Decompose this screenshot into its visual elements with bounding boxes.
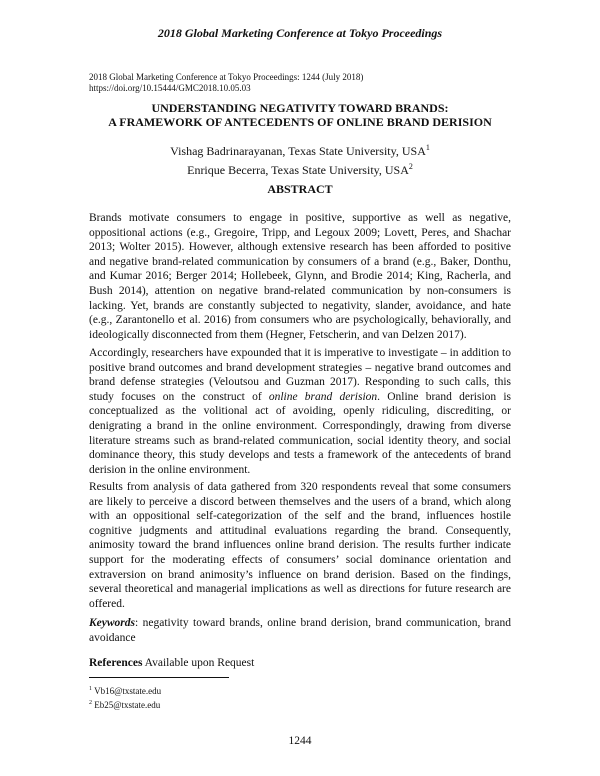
keywords-label: Keywords xyxy=(89,617,135,629)
page-number: 1244 xyxy=(288,735,312,747)
footnote-divider xyxy=(89,677,229,678)
author-1-name: Vishag Badrinarayanan, Texas State University, USA xyxy=(170,144,426,158)
abstract-paragraph-2 xyxy=(89,346,511,477)
keywords-text: : negativity toward brands, online brand derision, brand communication, brand avoidance xyxy=(89,617,511,644)
footnote-2-mark: 2 xyxy=(89,700,92,706)
paragraph-2-text-end: . Online brand derision is conceptualized as the volitional act of avoiding, openly ridiculing, discrediting, or denigrating a brand in the online environment. Correspondingly, drawing from diverse literature streams such as brand-related communication, social identity theory, and social dominance theory, this study develops and tests a framework of the antecedents of brand derision in the online environment. xyxy=(89,390,511,476)
abstract-paragraph-1: Brands motivate consumers to engage in positive, supportive as well as negative, oppositional actions (e.g., Gregoire, Tripp, and Legoux 2009; Lovett, Peres, and Shachar 2013; Wolter 2015). However, although extensive research has been afforded to positive and negative brand-related communication by consumers of a brand (e.g., Baker, Donthu, and Kumar 2016; Berger 2014; Hollebeek, Glynn, and Brodie 2014; King, Racherla, and Bush 2014), attention on negative brand-related communication by non-consumers is lacking. Yet, brands are constantly subjected to negativity, slander, avoidance, and hate (e.g., Zarantonello et al. 2016) from consumers who are psychologically, behaviorally, and ideologically disconnected from them (Hegner, Fetscherin, and van Delzen 2017). xyxy=(89,212,511,341)
abstract-heading: ABSTRACT xyxy=(267,182,333,196)
references-label: References xyxy=(89,657,143,669)
author-1 xyxy=(0,140,600,159)
abstract-paragraph-3: Results from analysis of data gathered from 320 respondents reveal that some consumers are likely to perceive a discord between themselves and the users of a brand, which along with an oppositional self-categorization of the self and the brand, influences hostile cognitive judgments and attitudinal evaluations regarding the brand. Consequently, animosity toward the brand influences online brand derision. The results further indicate support for the moderating effects of consumers’ social dominance orientation and extraversion on brand animosity’s influence on brand derision. Based on the findings, several theoretical and managerial implications as well as directions for future research are offered. xyxy=(89,481,511,610)
footnote-1 xyxy=(89,683,161,697)
doi-link[interactable]: https://doi.org/10.15444/GMC2018.10.05.03 xyxy=(89,83,251,93)
author-2-name: Enrique Becerra, Texas State University, USA xyxy=(187,163,409,177)
keywords xyxy=(89,616,511,645)
footnote-1-mark: 1 xyxy=(89,686,92,692)
running-head: 2018 Global Marketing Conference at Tokyo Proceedings xyxy=(157,26,443,40)
footnote-2-email: Eb25@txstate.edu xyxy=(92,700,161,710)
author-1-footnote-mark: 1 xyxy=(425,143,430,152)
citation-line: 2018 Global Marketing Conference at Tokyo Proceedings: 1244 (July 2018) xyxy=(89,72,364,82)
footnote-2 xyxy=(89,697,161,711)
title-line-2: A FRAMEWORK OF ANTECEDENTS OF ONLINE BRAND DERISION xyxy=(108,115,492,129)
paper-title xyxy=(0,101,600,129)
footnotes xyxy=(89,683,161,711)
paragraph-2-text-start: Accordingly, researchers have expounded that it is imperative to investigate – in addition to positive brand outcomes and brand development strategies – negative brand outcomes and brand defense strategies (Veloutsou and Guzman 2017). Responding to such calls, this study focuses on the construct of xyxy=(89,347,511,403)
paragraph-2-emphasis: online brand derision xyxy=(268,390,378,403)
citation-block xyxy=(89,72,363,94)
author-2-footnote-mark: 2 xyxy=(408,162,413,171)
references-note xyxy=(89,656,511,671)
title-line-1: UNDERSTANDING NEGATIVITY TOWARD BRANDS: xyxy=(151,101,449,115)
author-list xyxy=(0,140,600,178)
references-text: Available upon Request xyxy=(142,657,255,669)
author-2 xyxy=(0,159,600,178)
footnote-1-email: Vb16@txstate.edu xyxy=(92,686,162,696)
